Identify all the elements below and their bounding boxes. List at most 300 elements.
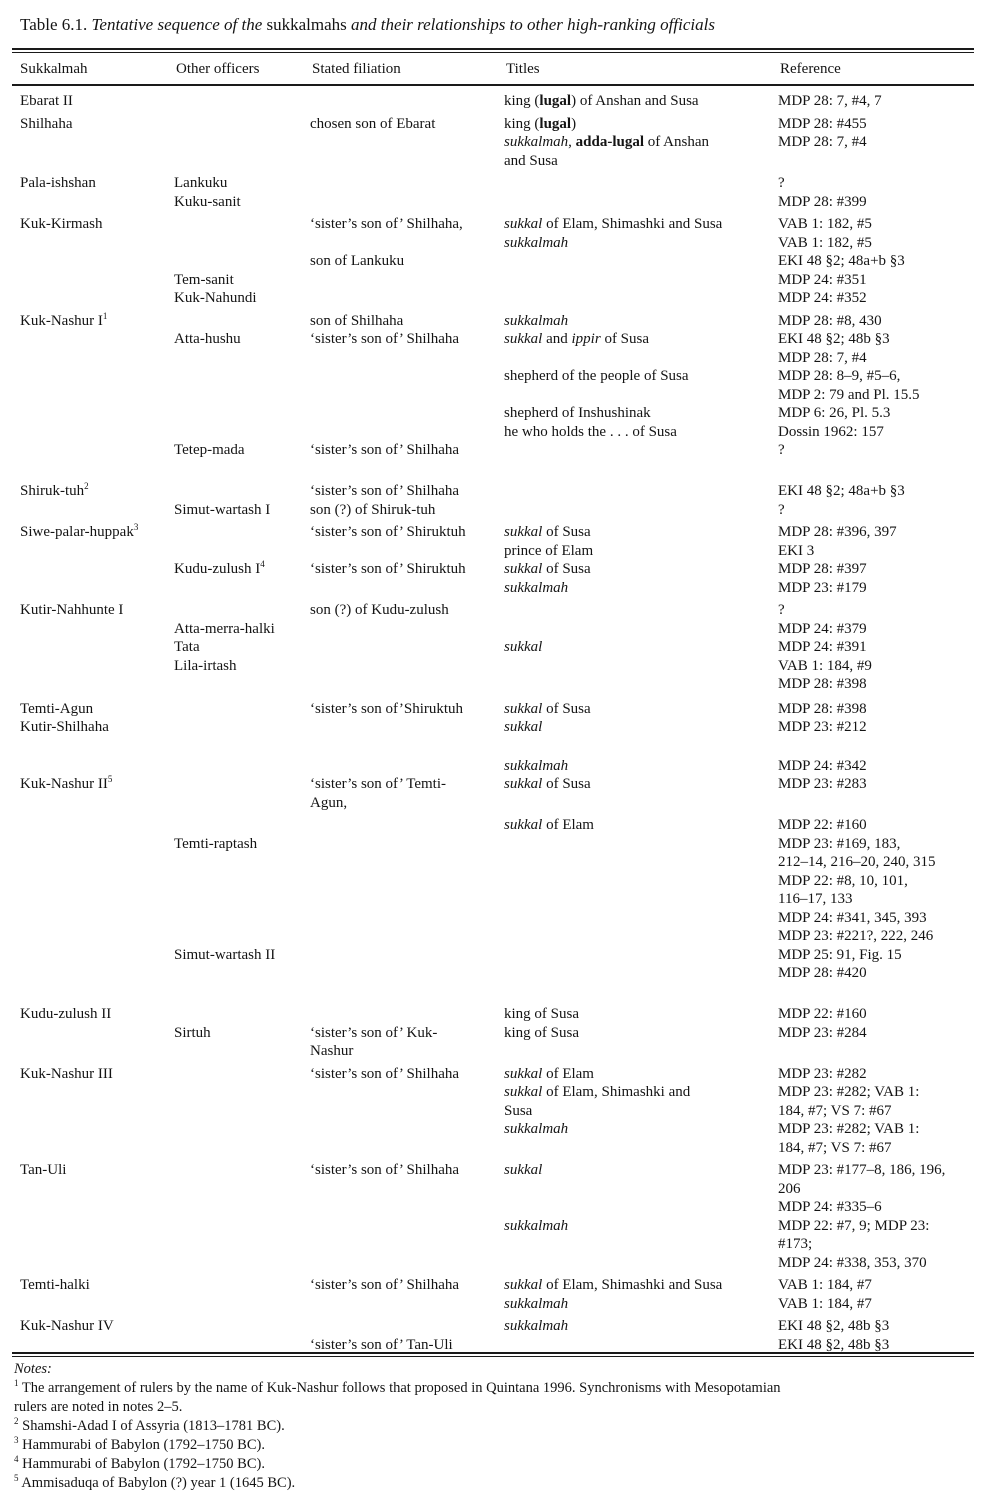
table-row [0, 1005, 994, 1061]
sukkalmah-name: Kuk-Kirmash [20, 216, 103, 232]
sukkalmah-name-cell [20, 215, 170, 308]
sukkalmah-name: Shiruk-tuh$^2$ [20, 481, 89, 499]
sukkalmah-name: Kuk-Nashur $II^5$ [20, 774, 113, 792]
other-officer: Kudu-zulush $I^4$ [174, 559, 265, 577]
caption-text-2: and their relationships to other high-ranking officials [351, 15, 715, 34]
sukkalmah-name-cell [20, 700, 170, 719]
stated-filiation: ‘sister’s son of’ Shilhaha, [310, 216, 463, 232]
other-officer [174, 816, 308, 835]
title-cell [504, 700, 776, 719]
sukkalmah-name [20, 757, 170, 776]
title: and Susa [504, 152, 558, 169]
title: sukkalmah [504, 1121, 569, 1137]
reference: MDP 22: #160 [778, 1006, 867, 1022]
reference-cell [778, 601, 978, 694]
stated-filiation [310, 289, 502, 308]
stated-filiation [310, 757, 502, 776]
other-officer: Tata [174, 639, 200, 655]
other-officer-cell [174, 215, 308, 308]
table-row [0, 174, 994, 211]
title: sukkal of Elam, Shimashki and Susa [504, 1277, 723, 1293]
reference-cell [778, 1065, 978, 1158]
other-officer-cell [174, 601, 308, 694]
other-officer [174, 909, 308, 928]
title [504, 620, 776, 639]
reference: MDP 23: #177–8, 186, 196, [778, 1162, 946, 1178]
note-item: rulers are noted in notes 2–5. [14, 1399, 183, 1415]
title: sukkal of Susa [504, 524, 591, 540]
title-cell [504, 601, 776, 694]
header-titles: Titles [506, 61, 540, 77]
stated-filiation [310, 367, 502, 386]
other-officer [174, 601, 308, 620]
reference: 184, #7; VS 7: #67 [778, 1102, 892, 1119]
other-officer [174, 404, 308, 423]
note-item: $^4$ Hammurabi of Babylon (1792–1750 BC). [14, 1454, 265, 1472]
reference: MDP 28: 8–9, #5–6, [778, 368, 901, 384]
sukkalmah-name-cell [20, 92, 170, 111]
stated-filiation [310, 542, 502, 561]
title-cell [504, 757, 776, 794]
top-rule-1 [12, 48, 974, 50]
sukkalmah-name: Kuk-Nashur $I^1$ [20, 310, 108, 329]
title: sukkalmah [504, 579, 569, 596]
sukkalmah-name: Kuk-Nashur IV [20, 1318, 114, 1334]
other-officer: Kuk-Nahundi [174, 290, 257, 306]
sukkalmah-name-cell [20, 1161, 170, 1180]
other-officer: Atta-hushu [174, 331, 241, 347]
stated-filiation [310, 1317, 502, 1336]
sukkalmah-name: Tan-Uli [20, 1162, 67, 1178]
table-row [0, 1276, 994, 1313]
sukkalmah-name-cell [20, 718, 170, 737]
title-cell [504, 1005, 776, 1042]
stated-filiation: ‘sister’s son of’ Shilhaha [310, 1277, 460, 1293]
reference-cell [778, 312, 978, 460]
reference: MDP 28: #398 [778, 700, 867, 717]
other-officer: Tem-sanit [174, 271, 234, 288]
table-row [0, 523, 994, 597]
title-cell [504, 1276, 776, 1313]
table-row [0, 816, 994, 1001]
stated-filiation [310, 423, 502, 442]
title-cell [504, 523, 776, 597]
stated-filiation-cell [310, 115, 502, 134]
title: sukkalmah [504, 1217, 569, 1234]
reference-cell [778, 1161, 978, 1272]
reference-cell [778, 718, 978, 737]
stated-filiation: ‘sister’s son of’ Kuk- [310, 1024, 438, 1041]
other-officer: Simut-wartash I [174, 501, 271, 518]
stated-filiation: ‘sister’s son of’ Shilhaha [310, 1162, 460, 1178]
stated-filiation [310, 349, 502, 368]
sukkalmah-name-cell [20, 601, 170, 620]
sukkalmah-name: Siwe-palar-huppak$^3$ [20, 522, 139, 540]
stated-filiation: ‘sister’s son of’Shiruktuh [310, 700, 464, 717]
header-sukkalmah: Sukkalmah [20, 61, 88, 77]
reference: MDP 24: #391 [778, 639, 867, 655]
title: sukkal of Susa [504, 561, 591, 577]
reference: ? [778, 501, 785, 518]
other-officer [174, 542, 308, 561]
reference: ? [778, 175, 785, 191]
title-cell [504, 1161, 776, 1235]
reference-cell [778, 92, 978, 111]
title [504, 1198, 776, 1217]
bottom-rule-1 [12, 1352, 974, 1354]
sukkalmah-name-cell [20, 523, 170, 542]
reference-cell [778, 1317, 978, 1354]
reference: 184, #7; VS 7: #67 [778, 1139, 892, 1156]
header-other-officers: Other officers [176, 61, 260, 77]
stated-filiation: ‘sister’s son of’ Temti- [310, 776, 447, 792]
reference: MDP 24: #338, 353, 370 [778, 1254, 927, 1271]
title [504, 289, 776, 308]
other-officer [174, 423, 308, 442]
title: sukkal of Susa [504, 700, 591, 717]
stated-filiation-cell [310, 1005, 502, 1061]
header-reference: Reference [780, 61, 841, 77]
reference: MDP 23: #221?, 222, 246 [778, 928, 934, 944]
other-officer [174, 579, 308, 598]
stated-filiation-cell [310, 700, 502, 719]
sukkalmah-name [20, 289, 170, 308]
reference: MDP 23: #169, 183, [778, 835, 901, 852]
reference: EKI 48 §2; 48a+b §3 [778, 483, 905, 499]
title [504, 1180, 776, 1199]
title: sukkalmah, adda-lugal of Anshan [504, 134, 710, 150]
note-item: $^2$ Shamshi-Adad I of Assyria (1813–1781 BC). [14, 1416, 285, 1434]
reference: MDP 28: #455 [778, 115, 867, 132]
reference-cell [778, 816, 978, 983]
other-officer-cell [174, 523, 308, 597]
sukkalmah-name [20, 386, 170, 405]
other-officer [174, 1005, 308, 1024]
other-officer [174, 523, 308, 542]
title [504, 252, 776, 271]
other-officer [174, 349, 308, 368]
reference: MDP 6: 26, Pl. 5.3 [778, 405, 891, 421]
table-header [0, 60, 994, 82]
reference: MDP 28: #420 [778, 965, 867, 981]
sukkalmah-name-cell [20, 115, 170, 134]
title [504, 601, 776, 620]
reference: MDP 24: #352 [778, 290, 867, 306]
sukkalmah-name: Kuk-Nashur III [20, 1065, 113, 1082]
other-officer [174, 964, 308, 983]
title-cell [504, 1065, 776, 1139]
header-stated-filiation: Stated filiation [312, 61, 401, 77]
other-officer-cell [174, 1005, 308, 1042]
reference-cell [778, 757, 978, 794]
stated-filiation-cell [310, 215, 502, 308]
reference: MDP 28: 7, #4, 7 [778, 93, 882, 109]
other-officer [174, 853, 308, 872]
sukkalmah-name-cell [20, 1005, 170, 1024]
stated-filiation: ‘sister’s son of’ Shilhaha [310, 483, 460, 499]
other-officer-cell [174, 816, 308, 1001]
stated-filiation: ‘sister’s son of’ Shilhaha [310, 1065, 460, 1082]
reference: MDP 28: #399 [778, 193, 867, 210]
title-cell [504, 1317, 776, 1336]
title [504, 657, 776, 676]
sukkalmah-name [20, 367, 170, 386]
sukkalmah-name: Temti-halki [20, 1277, 90, 1293]
table-row [0, 482, 994, 519]
other-officer: Temti-raptash [174, 835, 258, 852]
reference: MDP 23: #282; VAB 1: [778, 1084, 920, 1100]
sukkalmah-name: Ebarat II [20, 93, 73, 109]
table-row [0, 1065, 994, 1158]
title: king of Susa [504, 1024, 579, 1041]
title [504, 349, 776, 368]
table-row [0, 601, 994, 694]
reference: MDP 23: #212 [778, 719, 867, 735]
table-row [0, 1161, 994, 1272]
bottom-rule-2 [12, 1356, 974, 1357]
reference [778, 152, 978, 171]
reference-cell [778, 174, 978, 211]
sukkalmah-name [20, 423, 170, 442]
other-officer: Simut-wartash II [174, 946, 276, 963]
stated-filiation [310, 386, 502, 405]
stated-filiation [310, 271, 502, 290]
reference: MDP 22: #160 [778, 817, 867, 833]
reference: MDP 28: #398 [778, 676, 867, 692]
stated-filiation: chosen son of Ebarat [310, 115, 436, 132]
notes-title: Notes: [14, 1361, 52, 1377]
title: shepherd of the people of Susa [504, 368, 689, 384]
other-officer: Sirtuh [174, 1024, 211, 1041]
sukkalmah-name-cell [20, 482, 170, 501]
reference: 206 [778, 1180, 801, 1197]
other-officer-cell [174, 482, 308, 519]
title-cell [504, 92, 776, 111]
title: sukkal of Elam, Shimashki and [504, 1084, 691, 1100]
title: shepherd of Inshushinak [504, 405, 651, 421]
table-notes [14, 1360, 974, 1493]
other-officer: Atta-merra-halki [174, 620, 275, 637]
title-cell [504, 718, 776, 737]
sukkalmah-name-cell [20, 1317, 170, 1336]
other-officer-cell [174, 174, 308, 211]
title: sukkal [504, 639, 543, 655]
reference: 212–14, 216–20, 240, 315 [778, 854, 936, 870]
title: sukkalmah [504, 1318, 569, 1334]
title: sukkal and ippir of Susa [504, 331, 650, 347]
sukkalmah-name: Pala-ishshan [20, 175, 96, 191]
other-officer: Tetep-mada [174, 442, 245, 458]
table-row [0, 92, 994, 111]
stated-filiation [310, 1005, 502, 1024]
sukkalmah-name [20, 460, 170, 479]
sukkalmah-name-cell [20, 174, 170, 193]
reference: MDP 24: #342 [778, 757, 867, 774]
title: he who holds the . . . of Susa [504, 423, 677, 440]
reference-cell [778, 115, 978, 171]
reference: MDP 22: #8, 10, 101, [778, 872, 908, 889]
reference: MDP 28: 7, #4 [778, 134, 867, 150]
title-cell [504, 215, 776, 308]
title: king (lugal) of Anshan and Susa [504, 93, 699, 109]
sukkalmah-name-cell [20, 1276, 170, 1295]
title [504, 386, 776, 405]
title [504, 441, 776, 460]
reference-cell [778, 700, 978, 719]
other-officer [174, 312, 308, 331]
title [504, 271, 776, 290]
reference: MDP 25: 91, Fig. 15 [778, 946, 902, 963]
stated-filiation: son (?) of Shiruk-tuh [310, 501, 436, 518]
reference: MDP 28: 7, #4 [778, 349, 867, 366]
reference: #173; [778, 1236, 813, 1252]
table-row [0, 1317, 994, 1354]
reference: MDP 28: #396, 397 [778, 524, 897, 540]
stated-filiation: ‘sister’s son of’ Shilhaha [310, 442, 460, 458]
stated-filiation: ‘sister’s son of’ Shilhaha [310, 331, 460, 347]
stated-filiation: ‘sister’s son of’ Shiruktuh [310, 524, 466, 540]
sukkalmah-name: Temti-Agun [20, 700, 94, 717]
title: Susa [504, 1102, 533, 1119]
stated-filiation: Nashur [310, 1043, 354, 1059]
reference-cell [778, 215, 978, 308]
reference: MDP 23: #282 [778, 1065, 867, 1082]
stated-filiation [310, 404, 502, 423]
reference: EKI 48 §2; 48b §3 [778, 331, 890, 347]
sukkalmah-name-cell [20, 757, 170, 794]
reference: MDP 22: #7, 9; MDP 23: [778, 1217, 930, 1234]
title: sukkalmah [504, 757, 569, 774]
reference: VAB 1: 184, #9 [778, 657, 872, 674]
reference: VAB 1: 182, #5 [778, 216, 872, 232]
top-rule-2 [12, 52, 974, 53]
stated-filiation-cell [310, 1276, 502, 1295]
reference: MDP 2: 79 and Pl. 15.5 [778, 386, 920, 403]
sukkalmah-name: Shilhaha [20, 115, 73, 132]
reference: VAB 1: 184, #7 [778, 1295, 872, 1312]
reference: MDP 24: #351 [778, 271, 867, 288]
reference: EKI 48 §2; 48a+b §3 [778, 253, 905, 269]
title: king (lugal) [504, 115, 577, 132]
title: king of Susa [504, 1006, 579, 1022]
reference: EKI 48 §2, 48b §3 [778, 1336, 890, 1353]
sukkalmah-name [20, 330, 170, 349]
table-body [0, 92, 994, 1354]
other-officer [174, 927, 308, 946]
other-officer-cell [174, 312, 308, 460]
sukkalmah-name [20, 404, 170, 423]
reference: MDP 28: #397 [778, 561, 867, 577]
table-caption [20, 14, 980, 36]
stated-filiation: son of Shilhaha [310, 312, 404, 329]
title: sukkal of Elam, Shimashki and Susa [504, 216, 723, 232]
reference: Dossin 1962: 157 [778, 423, 884, 440]
other-officer [174, 367, 308, 386]
reference: MDP 28: #8, 430 [778, 312, 882, 329]
stated-filiation-cell [310, 1161, 502, 1180]
other-officer: Kuku-sanit [174, 193, 241, 210]
reference: MDP 23: #282; VAB 1: [778, 1121, 920, 1137]
reference: MDP 24: #335–6 [778, 1199, 882, 1215]
header-rule [12, 84, 974, 86]
notes-list [14, 1379, 974, 1493]
table-row [0, 215, 994, 308]
sukkalmah-name [20, 234, 170, 253]
stated-filiation-cell [310, 523, 502, 597]
title: prince of Elam [504, 542, 594, 559]
reference: MDP 23: #284 [778, 1024, 867, 1041]
title: sukkal of Elam [504, 817, 594, 833]
title-cell [504, 115, 776, 171]
other-officer [174, 675, 308, 694]
sukkalmah-name: Kutir-Shilhaha [20, 719, 109, 735]
reference: VAB 1: 184, #7 [778, 1277, 872, 1293]
table-row [0, 700, 994, 719]
stated-filiation: son (?) of Kudu-zulush [310, 602, 449, 618]
reference: MDP 23: #179 [778, 579, 867, 596]
reference: 116–17, 133 [778, 891, 853, 907]
reference: ? [778, 602, 785, 618]
table-row [0, 312, 994, 479]
note-item: $^3$ Hammurabi of Babylon (1792–1750 BC). [14, 1435, 265, 1453]
other-officer [174, 234, 308, 253]
reference-cell [778, 1005, 978, 1042]
other-officer [174, 983, 308, 1002]
other-officer [174, 252, 308, 271]
reference-cell [778, 482, 978, 519]
stated-filiation-cell [310, 601, 502, 620]
stated-filiation: Agun, [310, 794, 348, 811]
sukkalmah-name [20, 349, 170, 368]
stated-filiation: son of Lankuku [310, 253, 405, 269]
reference: EKI 3 [778, 542, 815, 559]
stated-filiation-cell [310, 312, 502, 460]
reference: MDP 24: #379 [778, 620, 867, 637]
title-cell [504, 312, 776, 460]
title: sukkalmah [504, 1295, 569, 1312]
table-row [0, 115, 994, 171]
sukkalmah-name [20, 441, 170, 460]
other-officer [174, 386, 308, 405]
sukkalmah-name [20, 252, 170, 271]
sukkalmah-name [20, 271, 170, 290]
sukkalmah-name-cell [20, 1065, 170, 1084]
reference-cell [778, 1276, 978, 1313]
reference: MDP 24: #341, 345, 393 [778, 909, 927, 926]
other-officer [174, 215, 308, 234]
title [504, 675, 776, 694]
stated-filiation-cell [310, 1317, 502, 1354]
other-officer: Lankuku [174, 175, 228, 191]
title-cell [504, 816, 776, 835]
sukkalmah-name-cell [20, 312, 170, 479]
caption-number: Table 6.1. [20, 15, 88, 34]
note-item: $^5$ Ammisaduqa of Babylon (?) year 1 (1645 BC). [14, 1473, 296, 1491]
stated-filiation: ‘sister’s son of’ Shiruktuh [310, 561, 466, 577]
title: sukkal of Susa [504, 776, 591, 792]
title: sukkalmah [504, 234, 569, 251]
other-officer [174, 482, 308, 501]
note-item: $^1$ The arrangement of rulers by the name of Kuk-Nashur follows that proposed in Quintana 1996. Synchronisms with Mesopotamian [14, 1378, 781, 1396]
stated-filiation [310, 579, 502, 598]
reference: EKI 48 §2, 48b §3 [778, 1318, 890, 1334]
stated-filiation-cell [310, 757, 502, 813]
title: sukkal of Elam [504, 1065, 594, 1082]
caption-text-1: Tentative sequence of the [91, 15, 263, 34]
other-officer [174, 890, 308, 909]
stated-filiation: ‘sister’s son of’ Tan-Uli [310, 1336, 453, 1353]
stated-filiation-cell [310, 1065, 502, 1084]
